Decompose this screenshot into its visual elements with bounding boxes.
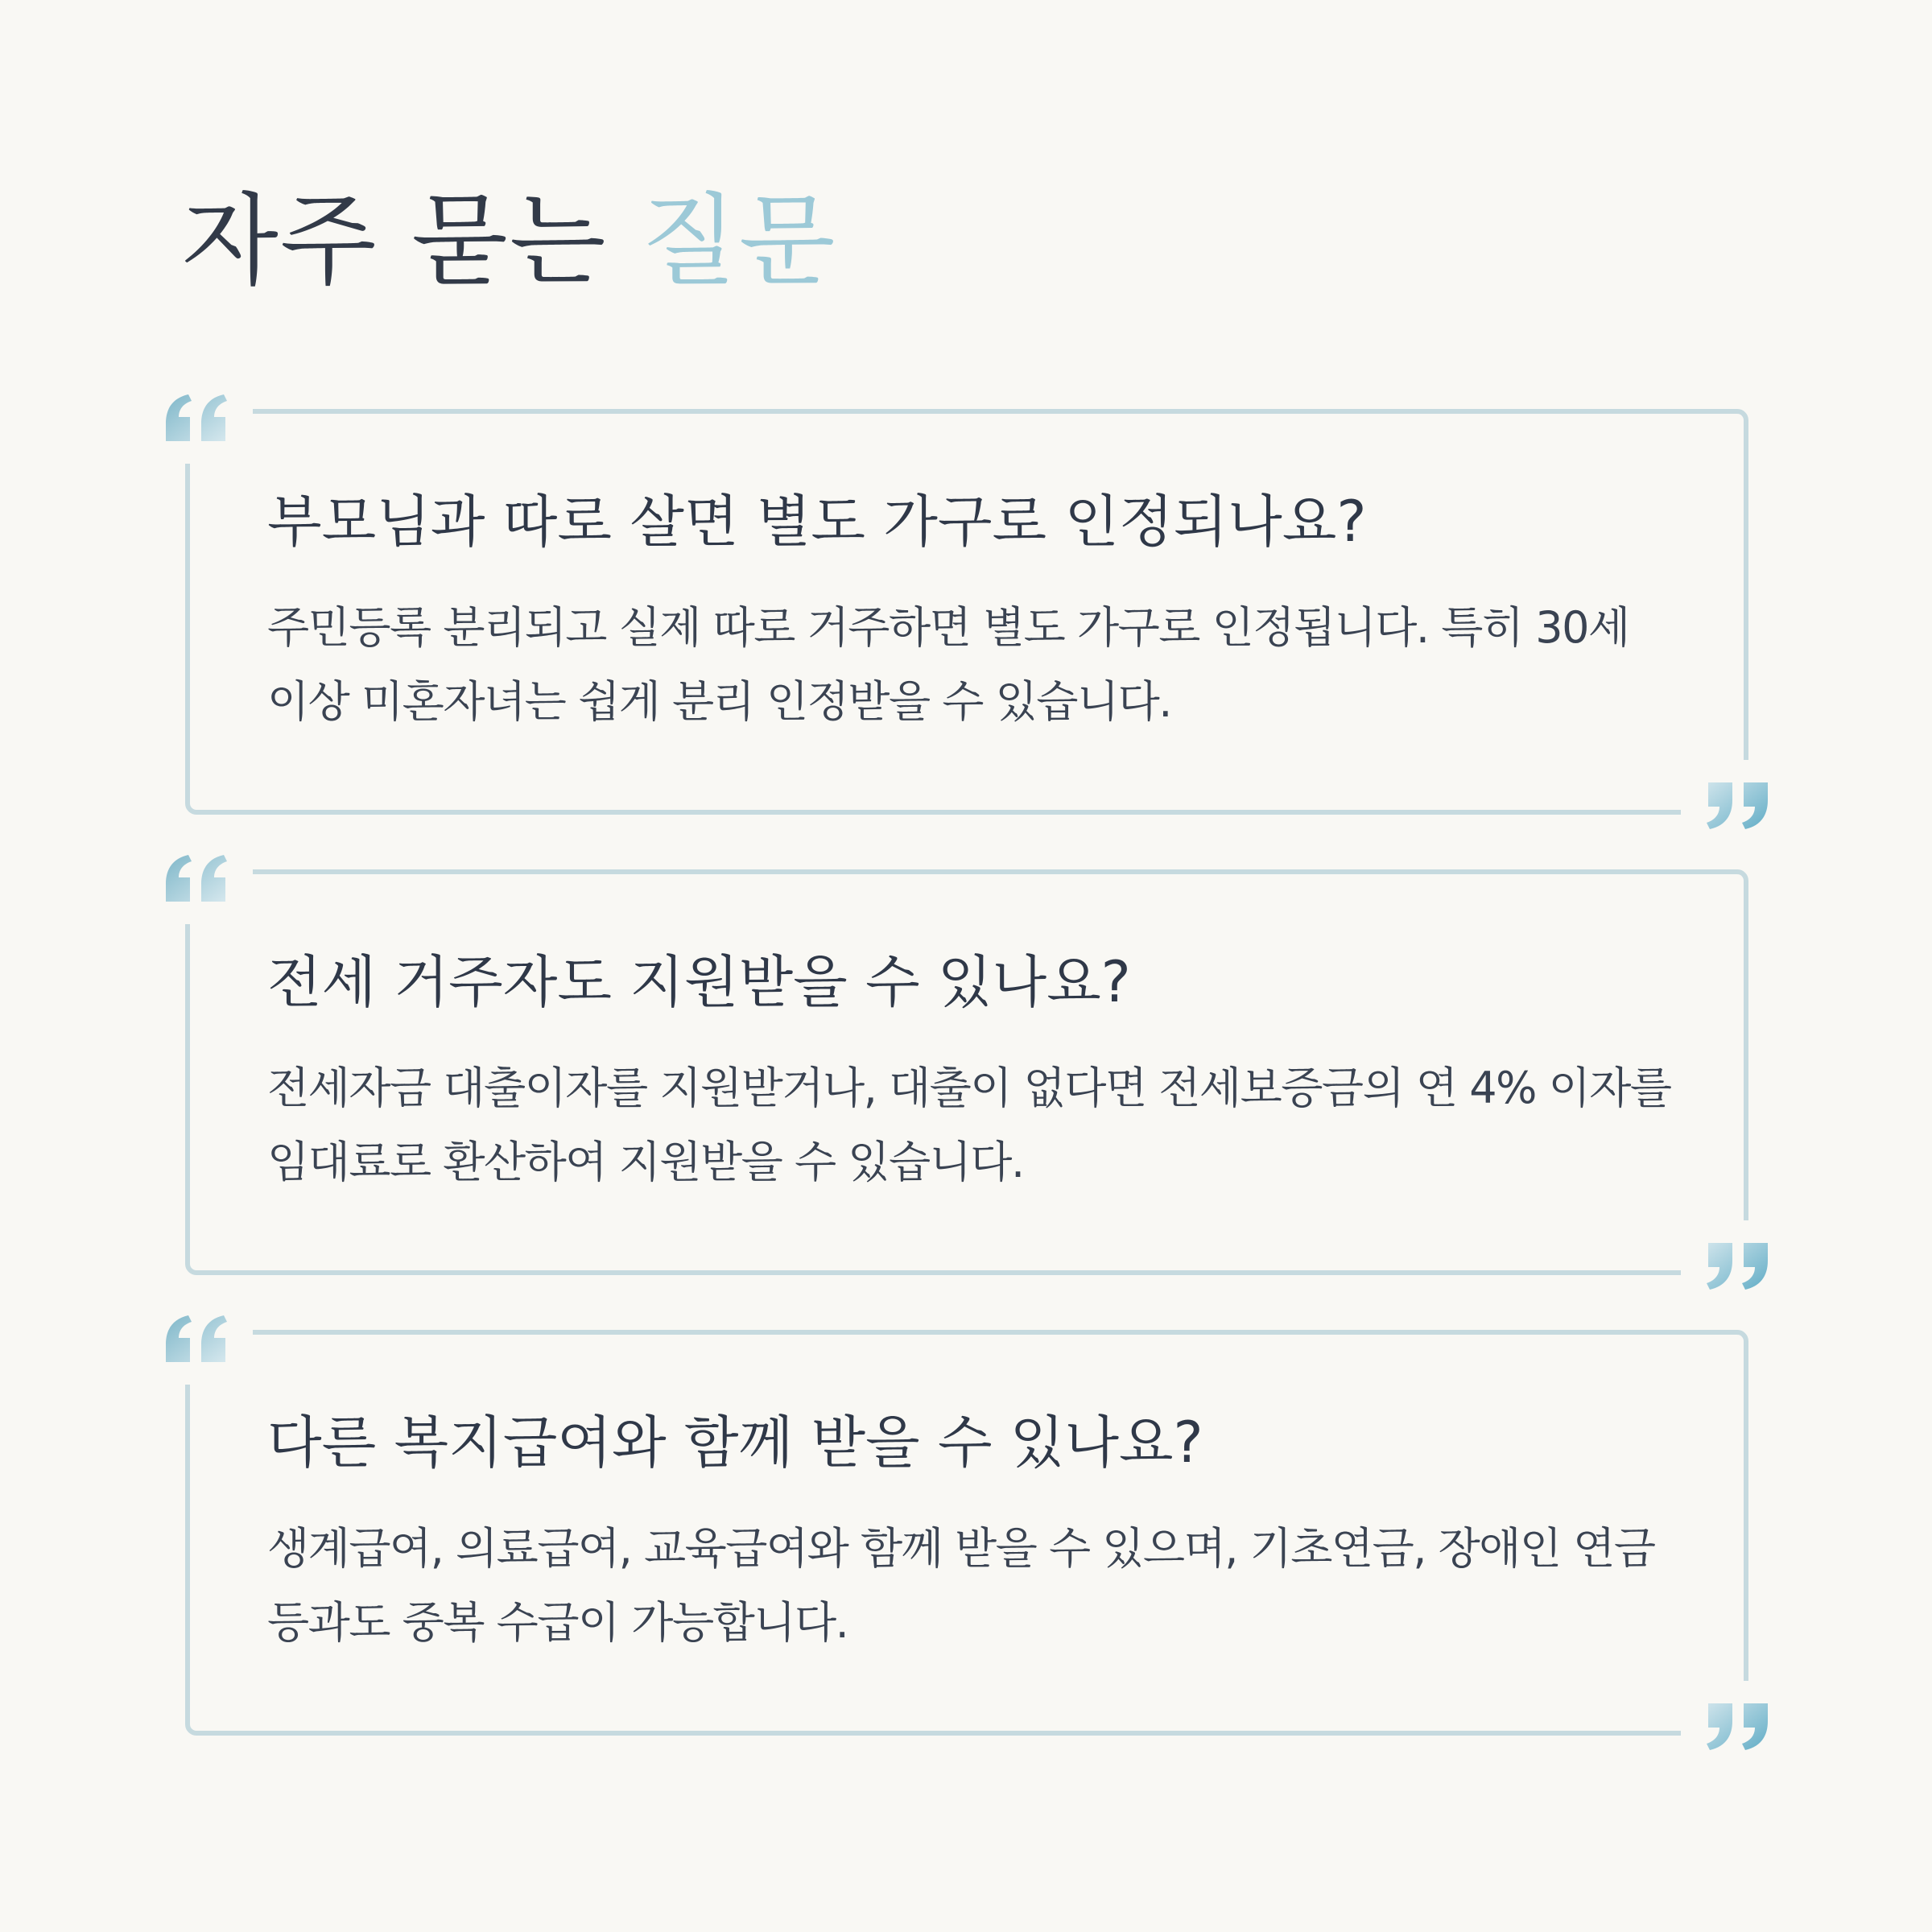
faq-card: [185, 409, 1748, 815]
faq-question: 다른 복지급여와 함께 받을 수 있나요?: [267, 1410, 1203, 1476]
faq-card: [185, 1330, 1748, 1736]
open-quote-icon: [161, 1315, 230, 1364]
faq-answer: 주민등록 분리되고 실제 따로 거주하면 별도 가구로 인정됩니다. 특히 30세 이상 미혼자녀는 쉽게 분리 인정받을 수 있습니다.: [267, 602, 1629, 727]
open-quote-icon: [161, 855, 230, 903]
open-quote-icon: [161, 394, 230, 443]
faq-question: 전세 거주자도 지원받을 수 있나요?: [267, 949, 1131, 1015]
faq-answer: 전세자금 대출이자를 지원받거나, 대출이 없다면 전세보증금의 연 4% 이자를 임대료로 환산하여 지원받을 수 있습니다.: [267, 1063, 1671, 1187]
faq-question: 부모님과 따로 살면 별도 가구로 인정되나요?: [267, 489, 1367, 555]
close-quote-icon: [1703, 1702, 1773, 1750]
page-title-main: 자주 묻는: [182, 184, 608, 299]
faq-card: [185, 869, 1748, 1275]
page-title: [182, 182, 837, 302]
faq-answer: 생계급여, 의료급여, 교육급여와 함께 받을 수 있으며, 기초연금, 장애인 연금 등과도 중복 수급이 가능합니다.: [267, 1523, 1655, 1648]
close-quote-icon: [1703, 781, 1773, 829]
close-quote-icon: [1703, 1241, 1773, 1290]
page-title-accent: 질문: [640, 184, 837, 299]
